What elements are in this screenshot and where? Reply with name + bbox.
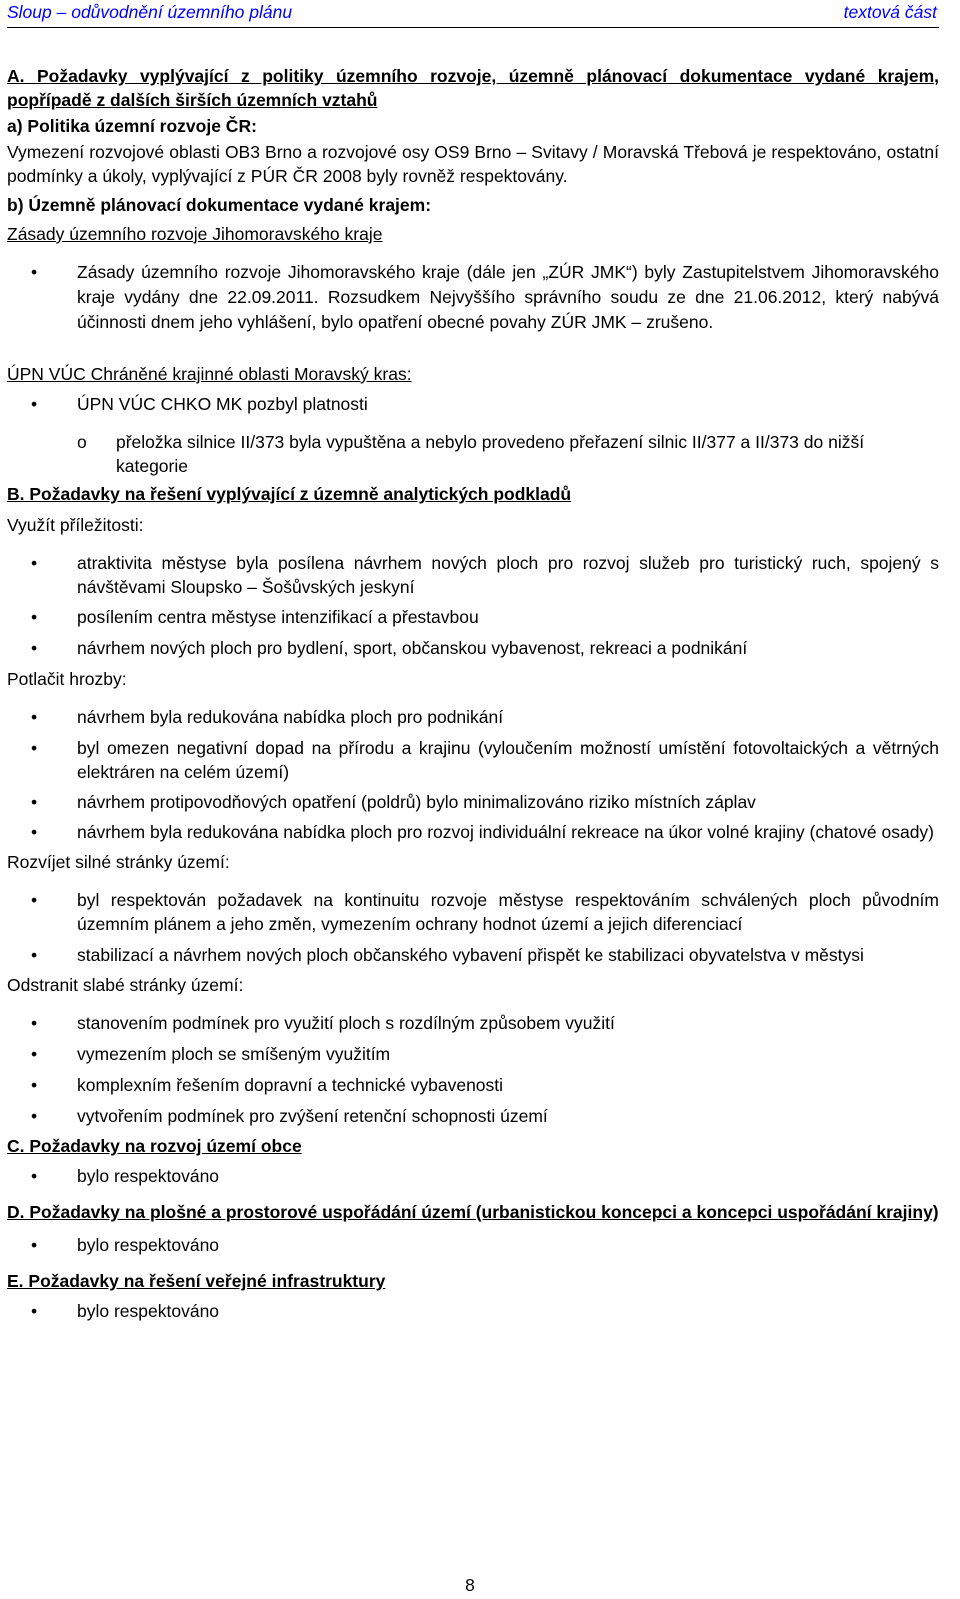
- list-item: • komplexním řešením dopravní a technické vybavenosti: [7, 1073, 939, 1097]
- zur-heading: Zásady územního rozvoje Jihomoravského kraje: [7, 224, 383, 244]
- section-c-heading: C. Požadavky na rozvoj území obce: [7, 1136, 302, 1156]
- list-item: • Zásady územního rozvoje Jihomoravského kraje (dále jen „ZÚR JMK“) byly Zastupitelstvem Jihomoravského kraje vydány dne 22.09.2011. Rozsudkem Nejvyššího správního soudu ze dne 21.06.2012, který nabývá účinnosti dnem jeho vyhlášení, bylo opatření obecné povahy ZÚR JMK – zrušeno.: [7, 260, 939, 335]
- section-b-heading: B. Požadavky na řešení vyplývající z územně analytických podkladů: [7, 484, 572, 504]
- section-a-heading: A. Požadavky vyplývající z politiky územního rozvoje, územně plánovací dokumentace vydané krajem, popřípadě z dalších širších územních vztahů: [7, 66, 939, 110]
- list-item: • stabilizací a návrhem nových ploch občanského vybavení přispět ke stabilizaci obyvatelstva v městysi: [7, 943, 939, 967]
- page-header: [7, 0, 937, 26]
- page-number: 8: [465, 1575, 475, 1595]
- header-document-title: Sloup – odůvodnění územního plánu: [7, 2, 293, 22]
- list-item: • ÚPN VÚC CHKO MK pozbyl platnosti: [7, 392, 939, 416]
- subsection-a-text: Vymezení rozvojové oblasti OB3 Brno a rozvojové osy OS9 Brno – Svitavy / Moravská Třebová je respektováno, ostatní podmínky a úkoly, vyplývající z PÚR ČR 2008 byly rovněž respektovány.: [7, 142, 939, 186]
- list-item: • návrhem protipovodňových opatření (poldrů) bylo minimalizováno riziko místních záplav: [7, 790, 939, 814]
- list-item: • vytvořením podmínek pro zvýšení retenční schopnosti území: [7, 1104, 939, 1128]
- list-item: • posílením centra městyse intenzifikací a přestavbou: [7, 605, 939, 629]
- list-item: • byl respektován požadavek na kontinuitu rozvoje městyse respektováním schválených ploch původním územním plánem a jeho změn, vymezením ochrany hodnot území a jejich diferenciací: [7, 888, 939, 936]
- threats-label: Potlačit hrozby:: [7, 669, 127, 689]
- strengths-label: Rozvíjet silné stránky území:: [7, 852, 230, 872]
- list-item: • bylo respektováno: [7, 1233, 939, 1257]
- section-e-heading: E. Požadavky na řešení veřejné infrastruktury: [7, 1271, 386, 1291]
- sub-list-item: o přeložka silnice II/373 byla vypuštěna a nebylo provedeno přeřazení silnic II/377 a II/373 do nižší kategorie: [7, 430, 939, 478]
- list-item: • byl omezen negativní dopad na přírodu a krajinu (vyloučením možností umístění fotovoltaických a větrných elektráren na celém území): [7, 736, 939, 784]
- upn-heading: ÚPN VÚC Chráněné krajinné oblasti Moravský kras:: [7, 364, 412, 384]
- list-item: • atraktivita městyse byla posílena návrhem nových ploch pro rozvoj služeb pro turistický ruch, spojený s návštěvami Sloupsko – Šošůvských jeskyní: [7, 551, 939, 599]
- list-item: • návrhem byla redukována nabídka ploch pro podnikání: [7, 705, 939, 729]
- list-item: • stanovením podmínek pro využití ploch s rozdílným způsobem využití: [7, 1011, 939, 1035]
- opportunities-label: Využít příležitosti:: [7, 515, 144, 535]
- weaknesses-label: Odstranit slabé stránky území:: [7, 975, 244, 995]
- list-item: • bylo respektováno: [7, 1164, 939, 1188]
- subsection-b-heading: b) Územně plánovací dokumentace vydané krajem:: [7, 195, 432, 215]
- list-item: • návrhem byla redukována nabídka ploch pro rozvoj individuální rekreace na úkor volné krajiny (chatové osady): [7, 820, 939, 844]
- list-item: • bylo respektováno: [7, 1299, 939, 1323]
- section-d-heading: D. Požadavky na plošné a prostorové uspořádání území (urbanistickou koncepci a koncepci uspořádání krajiny): [7, 1202, 939, 1222]
- list-item: • návrhem nových ploch pro bydlení, sport, občanskou vybavenost, rekreaci a podnikání: [7, 636, 939, 660]
- header-section-label: textová část: [843, 2, 937, 22]
- subsection-a-heading: a) Politika územní rozvoje ČR:: [7, 116, 257, 136]
- document-body: [7, 64, 939, 1323]
- header-divider: [7, 27, 939, 28]
- list-item: • vymezením ploch se smíšeným využitím: [7, 1042, 939, 1066]
